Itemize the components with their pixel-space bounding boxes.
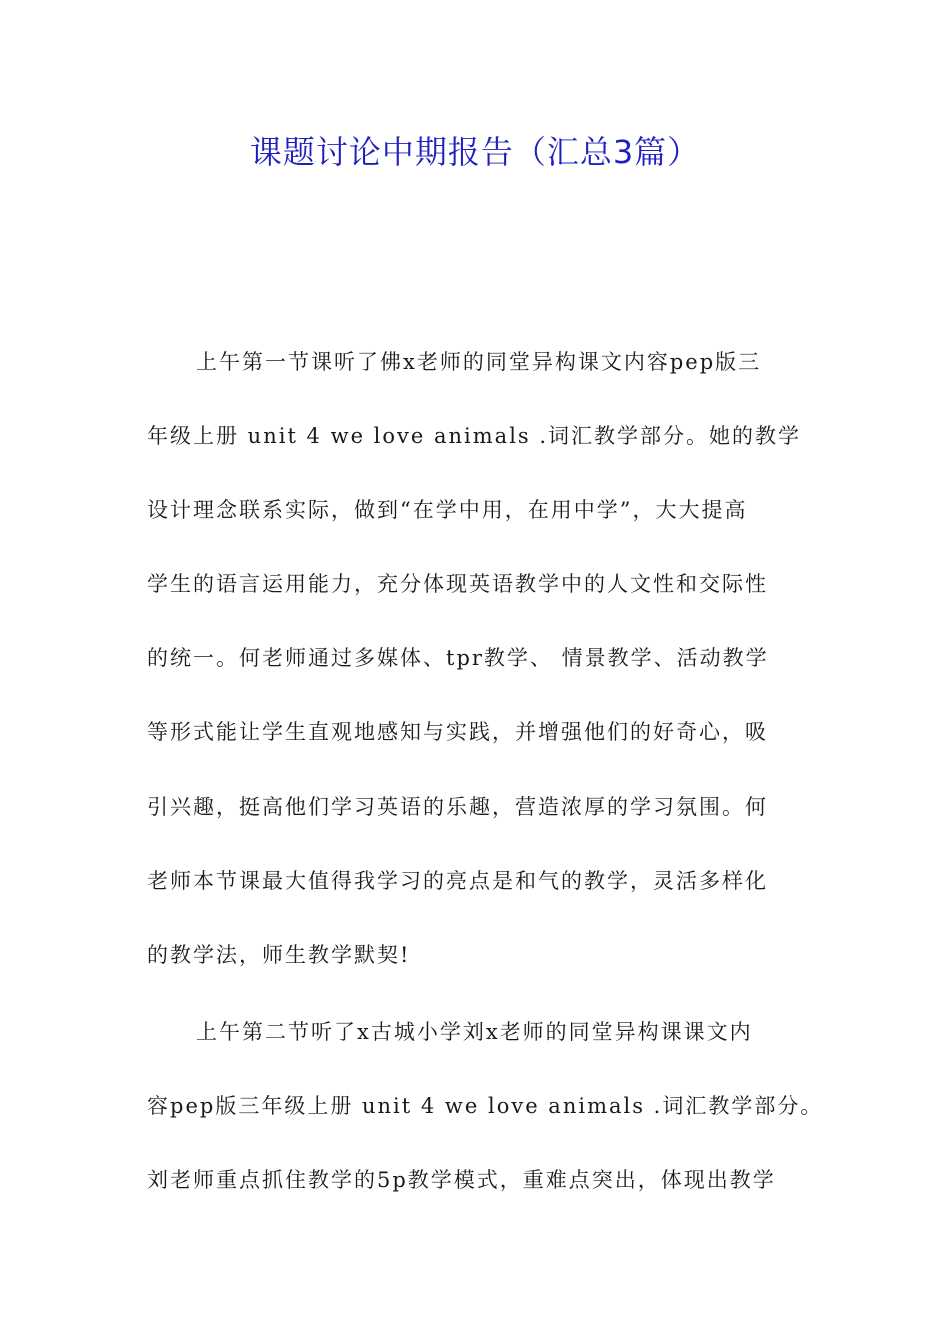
paragraph-line: 设计理念联系实际，做到“在学中用，在用中学”，大大提高: [147, 498, 748, 522]
paragraph-line: 刘老师重点抓住教学的5p教学模式，重难点突出，体现出教学: [147, 1168, 776, 1192]
paragraph-line: 的统一。何老师通过多媒体、tpr教学、 情景教学、活动教学: [147, 646, 769, 670]
paragraph-line: 老师本节课最大值得我学习的亮点是和气的教学，灵活多样化: [147, 869, 768, 893]
paragraph-line: 学生的语言运用能力，充分体现英语教学中的人文性和交际性: [147, 572, 768, 596]
paragraph-line: 年级上册 unit 4 we love animals .词汇教学部分。她的教学: [147, 424, 802, 448]
paragraph-line: 上午第一节课听了佛x老师的同堂异构课文内容pep版三: [196, 350, 762, 374]
paragraph-line: 的教学法，师生教学默契!: [147, 943, 411, 967]
paragraph-line: 容pep版三年级上册 unit 4 we love animals .词汇教学部分。: [147, 1094, 824, 1118]
paragraph-line: 引兴趣，挺高他们学习英语的乐趣，营造浓厚的学习氛围。何: [147, 795, 768, 819]
document-title: 课题讨论中期报告（汇总3篇）: [249, 133, 701, 171]
paragraph-line: 上午第二节听了x古城小学刘x老师的同堂异构课课文内: [196, 1020, 753, 1044]
paragraph-line: 等形式能让学生直观地感知与实践，并增强他们的好奇心，吸: [147, 720, 768, 744]
